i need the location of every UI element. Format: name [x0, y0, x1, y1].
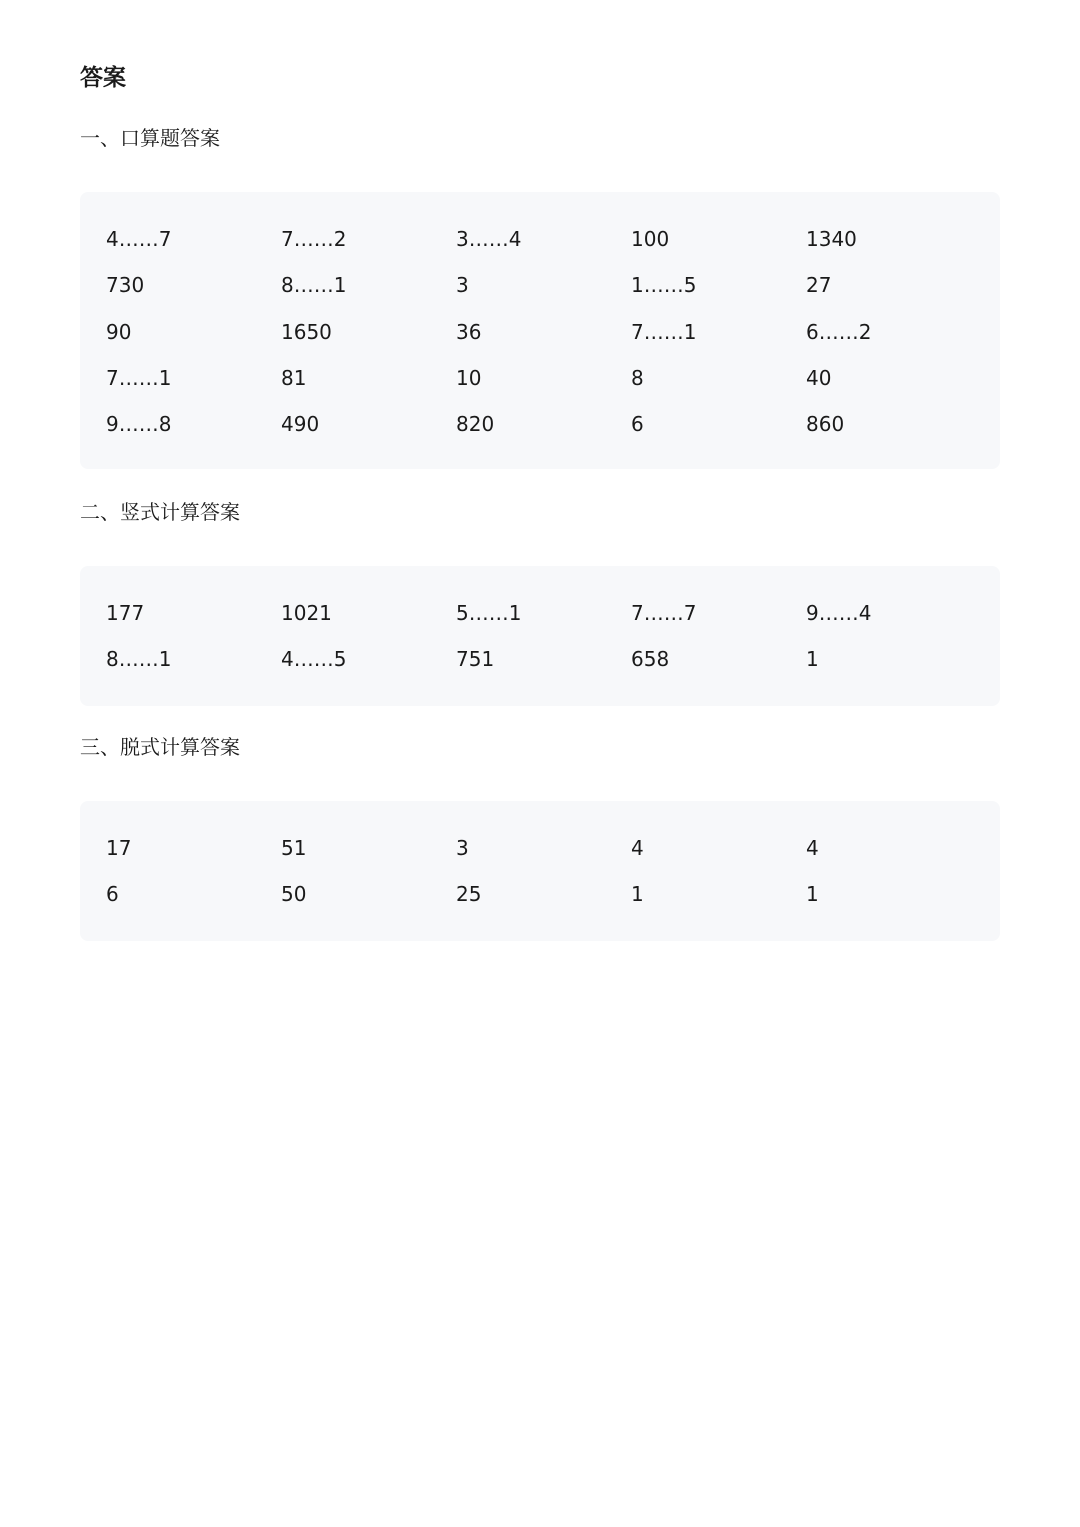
answer-value: 3	[456, 836, 469, 861]
answer-value: 27	[806, 273, 832, 298]
answer-value: 177	[106, 601, 145, 626]
answer-value: 860	[806, 412, 845, 437]
answer-row	[106, 216, 1000, 262]
answer-value: 6……2	[806, 319, 872, 344]
answer-row	[106, 262, 1000, 308]
answer-value: 7……1	[631, 319, 697, 344]
answer-value: 36	[456, 319, 482, 344]
answer-value: 6	[631, 412, 644, 437]
answer-value: 820	[456, 412, 495, 437]
answer-value: 51	[281, 836, 307, 861]
answer-value: 9……4	[806, 601, 872, 626]
answer-value: 17	[106, 836, 132, 861]
answer-row	[106, 825, 1000, 871]
answer-value: 7……2	[281, 227, 347, 252]
answer-value: 9……8	[106, 412, 172, 437]
answer-value: 751	[456, 647, 495, 672]
answer-row	[106, 355, 1000, 401]
answer-value: 3	[456, 273, 469, 298]
answer-value: 50	[281, 882, 307, 907]
answer-value: 1650	[281, 319, 332, 344]
section-heading-oral: 一、口算题答案	[80, 126, 220, 150]
answer-row	[106, 636, 1000, 682]
section-heading-vertical: 二、竖式计算答案	[80, 500, 240, 524]
page-title: 答案	[80, 65, 126, 91]
answer-value: 1340	[806, 227, 857, 252]
answer-value: 1	[806, 647, 819, 672]
answer-value: 7……7	[631, 601, 697, 626]
answer-value: 25	[456, 882, 482, 907]
answer-value: 3……4	[456, 227, 522, 252]
answer-value: 90	[106, 319, 132, 344]
answer-row	[106, 309, 1000, 355]
answer-value: 7……1	[106, 366, 172, 391]
answer-value: 1	[631, 882, 644, 907]
answer-value: 40	[806, 366, 832, 391]
answer-value: 730	[106, 273, 145, 298]
answer-value: 10	[456, 366, 482, 391]
answer-value: 4	[806, 836, 819, 861]
answer-box-stepwise	[80, 801, 1000, 941]
answer-value: 81	[281, 366, 307, 391]
answer-row	[106, 590, 1000, 636]
answer-value: 1……5	[631, 273, 697, 298]
answer-row	[106, 401, 1000, 447]
answer-value: 8	[631, 366, 644, 391]
answer-value: 4……7	[106, 227, 172, 252]
answer-value: 6	[106, 882, 119, 907]
answer-row	[106, 871, 1000, 917]
answer-value: 1	[806, 882, 819, 907]
answer-box-oral	[80, 192, 1000, 469]
answer-value: 8……1	[281, 273, 347, 298]
answer-value: 658	[631, 647, 670, 672]
answer-value: 1021	[281, 601, 332, 626]
answer-value: 490	[281, 412, 320, 437]
answer-value: 100	[631, 227, 670, 252]
answer-value: 8……1	[106, 647, 172, 672]
answer-box-vertical	[80, 566, 1000, 706]
section-heading-stepwise: 三、脱式计算答案	[80, 735, 240, 759]
answer-value: 4……5	[281, 647, 347, 672]
answer-value: 5……1	[456, 601, 522, 626]
answer-value: 4	[631, 836, 644, 861]
